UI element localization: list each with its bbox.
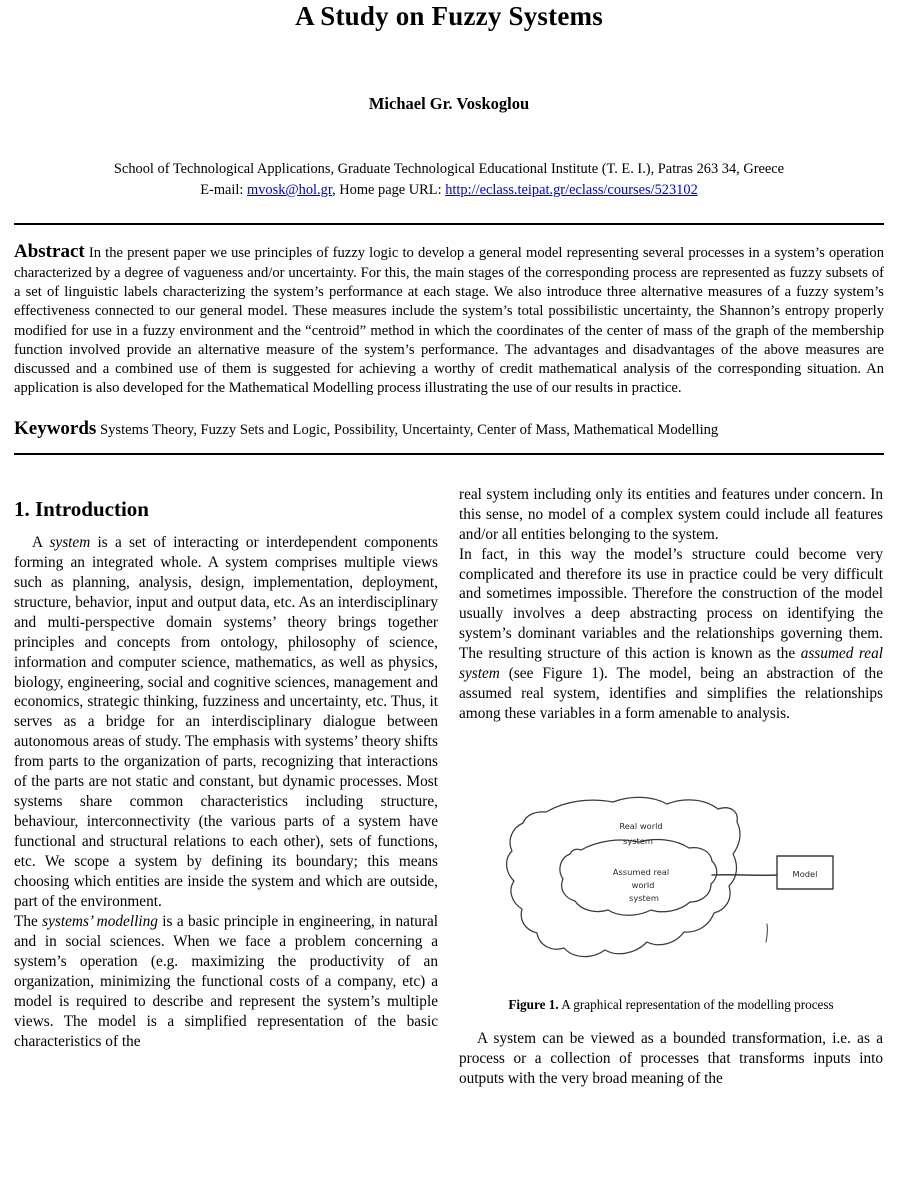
abstract-text: In the present paper we use principles of fuzzy logic to develop a general model representing several processes in a system’s operation characterized by a degree of vagueness and/or uncertainty. For this, the main stages of the corresponding process are represented as fuzzy subsets of a set of linguistic labels characterizing the system’s performance at each stage. We also introduce three alternative measures of a fuzzy system’s effectiveness connected to our general model. These measures include the system’s total possibilistic uncertainty, the Shannon’s entropy properly modified for use in a fuzzy environment and the “centroid” method in which the coordinates of the center of mass of the graph of the membership function involved provide an alternative measure of the system’s performance. The advantages and disadvantages of the above measures are discussed and a combined use of them is suggested for achieving a worthy of credit mathematical analysis of the corresponding situation. An application is also developed for the Mathematical Modelling process illustrating the use of our results in practice. bbox=[14, 244, 884, 397]
intro-p2-part1: The bbox=[14, 912, 43, 930]
right-paragraph-2 bbox=[459, 545, 883, 725]
intro-paragraph-2 bbox=[14, 912, 438, 1052]
intro-paragraph-1 bbox=[14, 533, 438, 912]
sketch-label-assumed-line3: system bbox=[629, 893, 659, 904]
right-paragraph-3: A system can be viewed as a bounded transformation, i.e. as a process or a collection of processes that transforms inputs into outputs with the very broad meaning of the bbox=[459, 1030, 883, 1088]
sketch-label-real-world-line1: Real world bbox=[619, 821, 663, 832]
right-p2-part2: (see Figure 1). The model, being an abstraction of the assumed real system, identifies and simplifies the relationships among these variables in a form amenable to analysis. bbox=[459, 665, 883, 723]
intro-p2-emphasis-systems-modelling: systems’ modelling bbox=[42, 912, 158, 930]
abstract-paragraph bbox=[14, 225, 884, 399]
abstract-label: Abstract bbox=[14, 240, 85, 262]
figure-1 bbox=[459, 782, 883, 1013]
intro-p1-part2: is a set of interacting or interdependent components forming an integrated whole. A system comprises multiple views such as planning, analysis, design, implementation, deployment, structure, behavior, input and output data, etc. As an interdisciplinary and multi-perspective domain systems’ theory brings together principles and concepts from ontology, philosophy of science, information and computer science, mathematics, as well as physics, biology, engineering, social and cognitive sciences, management and economics, strategic thinking, fuzziness and uncertainty, etc. Thus, it serves as a bridge for an interdisciplinary dialogue between autonomous areas of study. The emphasis with systems’ theory shifts from parts to the organization of parts, recognizing that interactions of the parts are not static and constant, but dynamic processes. Most systems share common characteristics including structure, behaviour, interconnectivity (the various parts of a system have functional and structural relations to each other), sets of functions, etc. We scope a system by defining its boundary; this means choosing which entities are inside the system and which are outside, part of the environment. bbox=[14, 533, 438, 910]
figure-caption-text: A graphical representation of the modelling process bbox=[561, 997, 834, 1013]
contact-separator: , bbox=[332, 181, 336, 198]
figure-caption-number: Figure 1. bbox=[508, 997, 559, 1013]
right-p2-part1: In fact, in this way the model’s structure could become very complicated and therefore its use in practice could be very difficult and sometimes impossible. Therefore the construction of the model usually involves a deep abstracting process on identifying the system’s dominant variables and the relationships governing them. The resulting structure of this action is known as the bbox=[459, 545, 883, 663]
author-contact bbox=[14, 180, 884, 201]
email-link[interactable]: mvosk@hol.gr bbox=[247, 181, 333, 198]
right-column bbox=[459, 485, 883, 1089]
author-name: Michael Gr. Voskoglou bbox=[368, 94, 530, 114]
left-column bbox=[14, 485, 438, 1089]
page-title: A Study on Fuzzy Systems bbox=[295, 1, 603, 31]
figure-caption bbox=[459, 987, 883, 1013]
divider-bottom bbox=[14, 453, 884, 455]
sketch-label-model: Model bbox=[792, 869, 818, 880]
right-paragraph-1: real system including only its entities and features under concern. In this sense, no model of a complex system could include all features and/or all entities belonging to the system. bbox=[459, 485, 883, 543]
sketch-label-assumed-line2: world bbox=[631, 880, 655, 891]
homepage-label: Home page URL: bbox=[339, 181, 442, 198]
sketch-label-assumed-line1: Assumed real bbox=[612, 867, 670, 878]
homepage-link[interactable]: http://eclass.teipat.gr/eclass/courses/523102 bbox=[445, 181, 698, 198]
author-affiliation: School of Technological Applications, Graduate Technological Educational Institute (T. E. I.), Patras 263 34, Greece bbox=[113, 161, 785, 178]
intro-p1-part1: A bbox=[32, 533, 50, 551]
sketch-label-real-world-line2: system bbox=[623, 836, 653, 847]
email-label: E-mail: bbox=[200, 181, 244, 198]
keywords-paragraph bbox=[14, 399, 884, 441]
keywords-label: Keywords bbox=[14, 417, 97, 439]
intro-p2-part2: is a basic principle in engineering, in natural and in social sciences. When we face a problem concerning a system’s operation (e.g. maximizing the productivity of an organization, minimizing the functional costs of a company, etc) a model is required to describe and represent the system’s multiple views. The model is a simplified representation of the basic characteristics of the bbox=[14, 912, 439, 1050]
keywords-text: Systems Theory, Fuzzy Sets and Logic, Possibility, Uncertainty, Center of Mass, Mathematical Modelling bbox=[99, 421, 719, 438]
modelling-process-sketch bbox=[471, 782, 871, 987]
section-heading-introduction: 1. Introduction bbox=[14, 496, 149, 521]
right-p2-emphasis-assumed-real-system: assumed real system bbox=[459, 645, 883, 683]
intro-p1-emphasis-system: system bbox=[49, 533, 91, 551]
two-column-body bbox=[14, 485, 884, 1089]
